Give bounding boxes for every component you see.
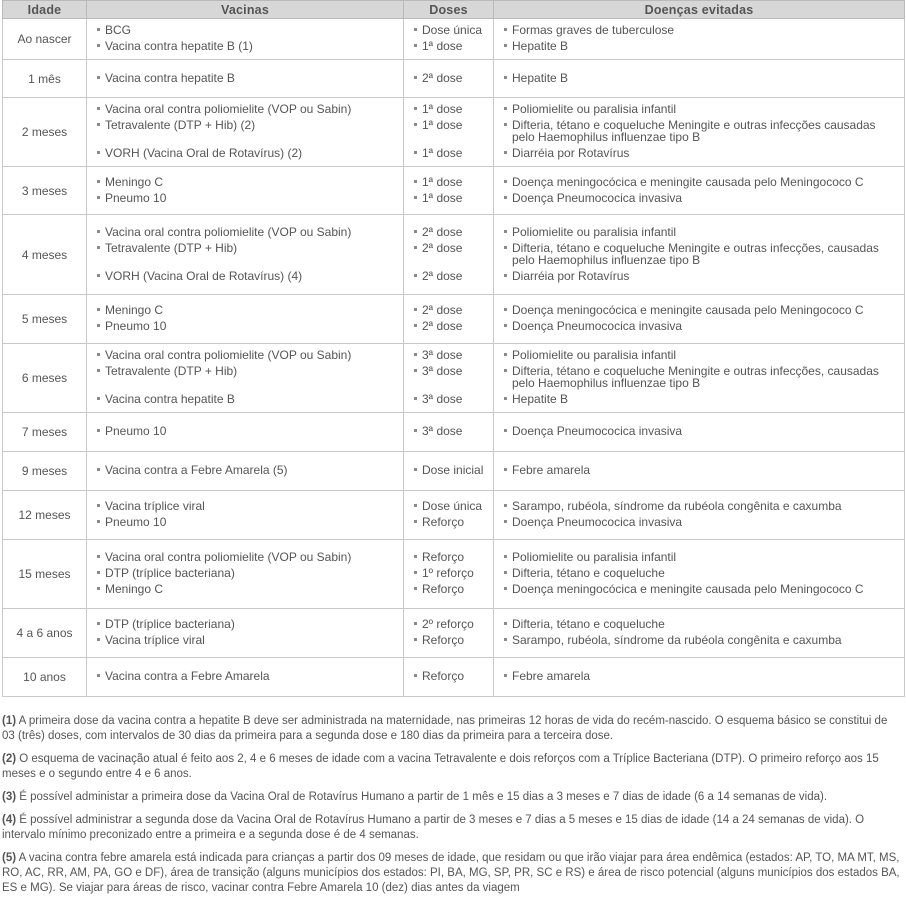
doses-list bbox=[404, 349, 493, 405]
vaccine-item: Tetravalente (DTP + Hib) bbox=[97, 365, 399, 377]
disease-item: Febre amarela bbox=[504, 464, 900, 476]
age-cell: 6 meses bbox=[3, 344, 87, 413]
footnote-text: A primeira dose da vacina contra a hepatite B deve ser administrada na maternidade, nas primeiras 12 horas de vida do recém-nascido. O esquema básico se constitui de 03 (três) doses, com intervalos de 30 dias da primeira para a segunda dose e 180 dias da primeira para a terceira dose. bbox=[2, 715, 888, 742]
vaccine-item: Pneumo 10 bbox=[97, 516, 399, 528]
table-row bbox=[3, 167, 905, 215]
doses-list bbox=[404, 72, 493, 84]
dose-item: 2ª dose bbox=[414, 320, 489, 332]
disease-item: Hepatite B bbox=[504, 40, 900, 52]
doses-cell bbox=[404, 658, 494, 697]
doses-cell bbox=[404, 215, 494, 295]
dose-item: 2ª dose bbox=[414, 242, 489, 254]
disease-item: Doença Pneumococica invasiva bbox=[504, 516, 900, 528]
dose-item: 3ª dose bbox=[414, 425, 489, 437]
age-cell: 15 meses bbox=[3, 540, 87, 609]
vaccines-cell bbox=[87, 540, 404, 609]
disease-item: Difteria, tétano e coqueluche bbox=[504, 618, 900, 630]
disease-item: Doença Pneumococica invasiva bbox=[504, 425, 900, 437]
dose-item: Dose inicial bbox=[414, 464, 489, 476]
doses-list bbox=[404, 618, 493, 646]
dose-item: Reforço bbox=[414, 583, 489, 595]
vaccines-list bbox=[87, 103, 403, 159]
dose-item: 2ª dose bbox=[414, 304, 489, 316]
footnote-number: (4) bbox=[2, 814, 17, 826]
diseases-cell bbox=[494, 413, 905, 452]
doses-cell bbox=[404, 540, 494, 609]
doses-list bbox=[404, 425, 493, 437]
table-row bbox=[3, 19, 905, 60]
footnote bbox=[2, 714, 900, 744]
dose-item: 1ª dose bbox=[414, 192, 489, 204]
footnote-text: A vacina contra febre amarela está indicada para crianças a partir dos 09 meses de idade, que residam ou que irão viajar para área endêmica (estados: AP, TO, MA MT, MS, RO, AC, RR, AM, PA, GO e DF), área de transição (alguns municípios dos estados: PI, BA, MG, SP, PR, SC e RS) e área de risco potencial (alguns municípios dos estados BA, ES e MG). Se viajar para áreas de risco, vacinar contra Febre Amarela 10 (dez) dias antes da viagem bbox=[2, 852, 900, 894]
table-row bbox=[3, 344, 905, 413]
header-age: Idade bbox=[3, 1, 87, 19]
dose-item: 1ª dose bbox=[414, 119, 489, 131]
doses-cell bbox=[404, 609, 494, 658]
footnote bbox=[2, 752, 900, 782]
vaccine-item: Vacina contra hepatite B bbox=[97, 393, 399, 405]
diseases-list bbox=[494, 349, 904, 405]
vaccine-item: Vacina oral contra poliomielite (VOP ou Sabin) bbox=[97, 226, 399, 238]
doses-cell bbox=[404, 60, 494, 98]
age-cell: 9 meses bbox=[3, 452, 87, 491]
disease-item: Sarampo, rubéola, síndrome da rubéola congênita e caxumba bbox=[504, 500, 900, 512]
disease-item: Doença meningocócica e meningite causada pelo Meningococo C bbox=[504, 176, 900, 188]
doses-cell bbox=[404, 344, 494, 413]
vaccine-item: Vacina oral contra poliomielite (VOP ou Sabin) bbox=[97, 349, 399, 361]
disease-item: Poliomielite ou paralisia infantil bbox=[504, 226, 900, 238]
header-doses: Doses bbox=[404, 1, 494, 19]
disease-item: Hepatite B bbox=[504, 72, 900, 84]
diseases-list bbox=[494, 464, 904, 476]
vaccination-schedule-table bbox=[2, 0, 905, 697]
vaccine-item: Vacina contra a Febre Amarela (5) bbox=[97, 464, 399, 476]
diseases-cell bbox=[494, 658, 905, 697]
age-cell: Ao nascer bbox=[3, 19, 87, 60]
dose-item: 1ª dose bbox=[414, 176, 489, 188]
doses-cell bbox=[404, 167, 494, 215]
vaccine-item: Meningo C bbox=[97, 304, 399, 316]
vaccines-list bbox=[87, 464, 403, 476]
diseases-list bbox=[494, 551, 904, 595]
dose-item: 3ª dose bbox=[414, 349, 489, 361]
dose-item: 3ª dose bbox=[414, 365, 489, 377]
doses-cell bbox=[404, 413, 494, 452]
disease-item: Doença Pneumococica invasiva bbox=[504, 320, 900, 332]
dose-item: Reforço bbox=[414, 634, 489, 646]
vaccines-cell bbox=[87, 452, 404, 491]
diseases-cell bbox=[494, 167, 905, 215]
footnote-text: O esquema de vacinação atual é feito aos 2, 4 e 6 meses de idade com a vacina Tetravalente e dois reforços com a Tríplice Bacteriana (DTP). O primeiro reforço aos 15 meses e o segundo entre 4 e 6 anos. bbox=[2, 753, 879, 780]
age-cell: 7 meses bbox=[3, 413, 87, 452]
diseases-cell bbox=[494, 491, 905, 540]
footnote bbox=[2, 790, 900, 805]
disease-item: Hepatite B bbox=[504, 393, 900, 405]
header-diseases: Doenças evitadas bbox=[494, 1, 905, 19]
table-row bbox=[3, 540, 905, 609]
dose-item: 1ª dose bbox=[414, 147, 489, 159]
vaccines-list bbox=[87, 618, 403, 646]
vaccines-cell bbox=[87, 215, 404, 295]
dose-item: 3ª dose bbox=[414, 393, 489, 405]
diseases-list bbox=[494, 176, 904, 204]
diseases-list bbox=[494, 226, 904, 282]
vaccines-list bbox=[87, 349, 403, 405]
table-row bbox=[3, 98, 905, 167]
doses-list bbox=[404, 464, 493, 476]
footnote-number: (3) bbox=[2, 791, 17, 803]
vaccines-list bbox=[87, 72, 403, 84]
vaccines-list bbox=[87, 24, 403, 52]
vaccine-item: Meningo C bbox=[97, 583, 399, 595]
diseases-list bbox=[494, 103, 904, 159]
vaccine-item: Vacina tríplice viral bbox=[97, 500, 399, 512]
table-row bbox=[3, 60, 905, 98]
dose-item: Reforço bbox=[414, 670, 489, 682]
doses-cell bbox=[404, 98, 494, 167]
disease-item: Poliomielite ou paralisia infantil bbox=[504, 349, 900, 361]
header-vaccines: Vacinas bbox=[87, 1, 404, 19]
doses-list bbox=[404, 304, 493, 332]
dose-item: 1º reforço bbox=[414, 567, 489, 579]
diseases-cell bbox=[494, 540, 905, 609]
footnote-number: (1) bbox=[2, 715, 17, 727]
age-cell: 4 a 6 anos bbox=[3, 609, 87, 658]
diseases-list bbox=[494, 500, 904, 528]
doses-list bbox=[404, 226, 493, 282]
vaccine-item: DTP (tríplice bacteriana) bbox=[97, 567, 399, 579]
disease-item: Doença Pneumococica invasiva bbox=[504, 192, 900, 204]
diseases-list bbox=[494, 24, 904, 52]
disease-item: Difteria, tétano e coqueluche Meningite e outras infecções causadas pelo Haemophilus influenzae tipo B bbox=[504, 119, 900, 143]
table-row bbox=[3, 491, 905, 540]
dose-item: Reforço bbox=[414, 551, 489, 563]
vaccine-item: VORH (Vacina Oral de Rotavírus) (4) bbox=[97, 270, 399, 282]
vaccine-item: Vacina oral contra poliomielite (VOP ou Sabin) bbox=[97, 551, 399, 563]
disease-item: Sarampo, rubéola, síndrome da rubéola congênita e caxumba bbox=[504, 634, 900, 646]
doses-list bbox=[404, 500, 493, 528]
doses-cell bbox=[404, 295, 494, 344]
diseases-list bbox=[494, 670, 904, 682]
vaccine-item: DTP (tríplice bacteriana) bbox=[97, 618, 399, 630]
vaccine-item: Vacina contra hepatite B bbox=[97, 72, 399, 84]
disease-item: Doença meningocócica e meningite causada pelo Meningococo C bbox=[504, 304, 900, 316]
disease-item: Diarréia por Rotavírus bbox=[504, 147, 900, 159]
vaccine-item: Pneumo 10 bbox=[97, 192, 399, 204]
doses-list bbox=[404, 103, 493, 159]
doses-list bbox=[404, 551, 493, 595]
vaccines-cell bbox=[87, 658, 404, 697]
footnote bbox=[2, 851, 900, 896]
table-body bbox=[3, 19, 905, 697]
disease-item: Poliomielite ou paralisia infantil bbox=[504, 551, 900, 563]
vaccines-cell bbox=[87, 295, 404, 344]
doses-cell bbox=[404, 491, 494, 540]
diseases-cell bbox=[494, 98, 905, 167]
vaccine-item: VORH (Vacina Oral de Rotavírus) (2) bbox=[97, 147, 399, 159]
table-row bbox=[3, 658, 905, 697]
age-cell: 2 meses bbox=[3, 98, 87, 167]
table-header-row bbox=[3, 1, 905, 19]
vaccines-list bbox=[87, 304, 403, 332]
footnote-text: É possível administar a primeira dose da Vacina Oral de Rotavírus Humano a partir de 1 mês e 15 dias a 3 meses e 7 dias de idade (6 a 14 semanas de vida). bbox=[16, 791, 828, 803]
dose-item: 2º reforço bbox=[414, 618, 489, 630]
vaccines-list bbox=[87, 176, 403, 204]
vaccine-item: Vacina contra hepatite B (1) bbox=[97, 40, 399, 52]
dose-item: Reforço bbox=[414, 516, 489, 528]
dose-item: 2ª dose bbox=[414, 270, 489, 282]
vaccines-cell bbox=[87, 344, 404, 413]
vaccines-list bbox=[87, 425, 403, 437]
vaccines-cell bbox=[87, 60, 404, 98]
table-row bbox=[3, 452, 905, 491]
footnote bbox=[2, 813, 900, 843]
dose-item: Dose única bbox=[414, 24, 489, 36]
diseases-cell bbox=[494, 19, 905, 60]
vaccines-list bbox=[87, 551, 403, 595]
diseases-list bbox=[494, 72, 904, 84]
vaccines-list bbox=[87, 226, 403, 282]
diseases-cell bbox=[494, 295, 905, 344]
vaccine-item: BCG bbox=[97, 24, 399, 36]
diseases-cell bbox=[494, 609, 905, 658]
vaccines-cell bbox=[87, 167, 404, 215]
vaccine-item: Pneumo 10 bbox=[97, 320, 399, 332]
footnote-number: (5) bbox=[2, 852, 17, 864]
table-row bbox=[3, 609, 905, 658]
vaccine-item: Tetravalente (DTP + Hib) bbox=[97, 242, 399, 254]
dose-item: 2ª dose bbox=[414, 226, 489, 238]
vaccine-item: Vacina contra a Febre Amarela bbox=[97, 670, 399, 682]
age-cell: 10 anos bbox=[3, 658, 87, 697]
disease-item: Difteria, tétano e coqueluche Meningite e outras infecções, causadas pelo Haemophilus influenzae tipo B bbox=[504, 365, 900, 389]
footnote-number: (2) bbox=[2, 753, 17, 765]
doses-list bbox=[404, 176, 493, 204]
dose-item: 1ª dose bbox=[414, 103, 489, 115]
vaccines-cell bbox=[87, 413, 404, 452]
diseases-list bbox=[494, 304, 904, 332]
doses-list bbox=[404, 24, 493, 52]
diseases-cell bbox=[494, 60, 905, 98]
vaccine-item: Meningo C bbox=[97, 176, 399, 188]
vaccines-cell bbox=[87, 19, 404, 60]
dose-item: 1ª dose bbox=[414, 40, 489, 52]
table-row bbox=[3, 295, 905, 344]
footnotes bbox=[2, 714, 900, 904]
disease-item: Diarréia por Rotavírus bbox=[504, 270, 900, 282]
doses-cell bbox=[404, 452, 494, 491]
age-cell: 3 meses bbox=[3, 167, 87, 215]
disease-item: Difteria, tétano e coqueluche Meningite e outras infecções, causadas pelo Haemophilus influenzae tipo B bbox=[504, 242, 900, 266]
vaccines-cell bbox=[87, 491, 404, 540]
doses-list bbox=[404, 670, 493, 682]
vaccines-cell bbox=[87, 98, 404, 167]
vaccine-item: Pneumo 10 bbox=[97, 425, 399, 437]
doses-cell bbox=[404, 19, 494, 60]
diseases-cell bbox=[494, 215, 905, 295]
age-cell: 4 meses bbox=[3, 215, 87, 295]
disease-item: Febre amarela bbox=[504, 670, 900, 682]
age-cell: 1 mês bbox=[3, 60, 87, 98]
diseases-cell bbox=[494, 344, 905, 413]
vaccine-item: Tetravalente (DTP + Hib) (2) bbox=[97, 119, 399, 131]
vaccine-item: Vacina oral contra poliomielite (VOP ou Sabin) bbox=[97, 103, 399, 115]
dose-item: 2ª dose bbox=[414, 72, 489, 84]
age-cell: 5 meses bbox=[3, 295, 87, 344]
age-cell: 12 meses bbox=[3, 491, 87, 540]
dose-item: Dose única bbox=[414, 500, 489, 512]
disease-item: Doença meningocócica e meningite causada pelo Meningococo C bbox=[504, 583, 900, 595]
diseases-list bbox=[494, 618, 904, 646]
disease-item: Poliomielite ou paralisia infantil bbox=[504, 103, 900, 115]
table-row bbox=[3, 215, 905, 295]
vaccines-list bbox=[87, 670, 403, 682]
diseases-list bbox=[494, 425, 904, 437]
vaccine-item: Vacina tríplice viral bbox=[97, 634, 399, 646]
disease-item: Formas graves de tuberculose bbox=[504, 24, 900, 36]
disease-item: Difteria, tétano e coqueluche bbox=[504, 567, 900, 579]
vaccines-list bbox=[87, 500, 403, 528]
diseases-cell bbox=[494, 452, 905, 491]
vaccines-cell bbox=[87, 609, 404, 658]
footnote-text: É possível administrar a segunda dose da Vacina Oral de Rotavírus Humano a partir de 3 meses e 7 dias a 5 meses e 15 dias de idade (14 a 24 semanas de vida). O intervalo mínimo preconizado entre a primeira e a segunda dose é de 4 semanas. bbox=[2, 814, 865, 841]
table-row bbox=[3, 413, 905, 452]
